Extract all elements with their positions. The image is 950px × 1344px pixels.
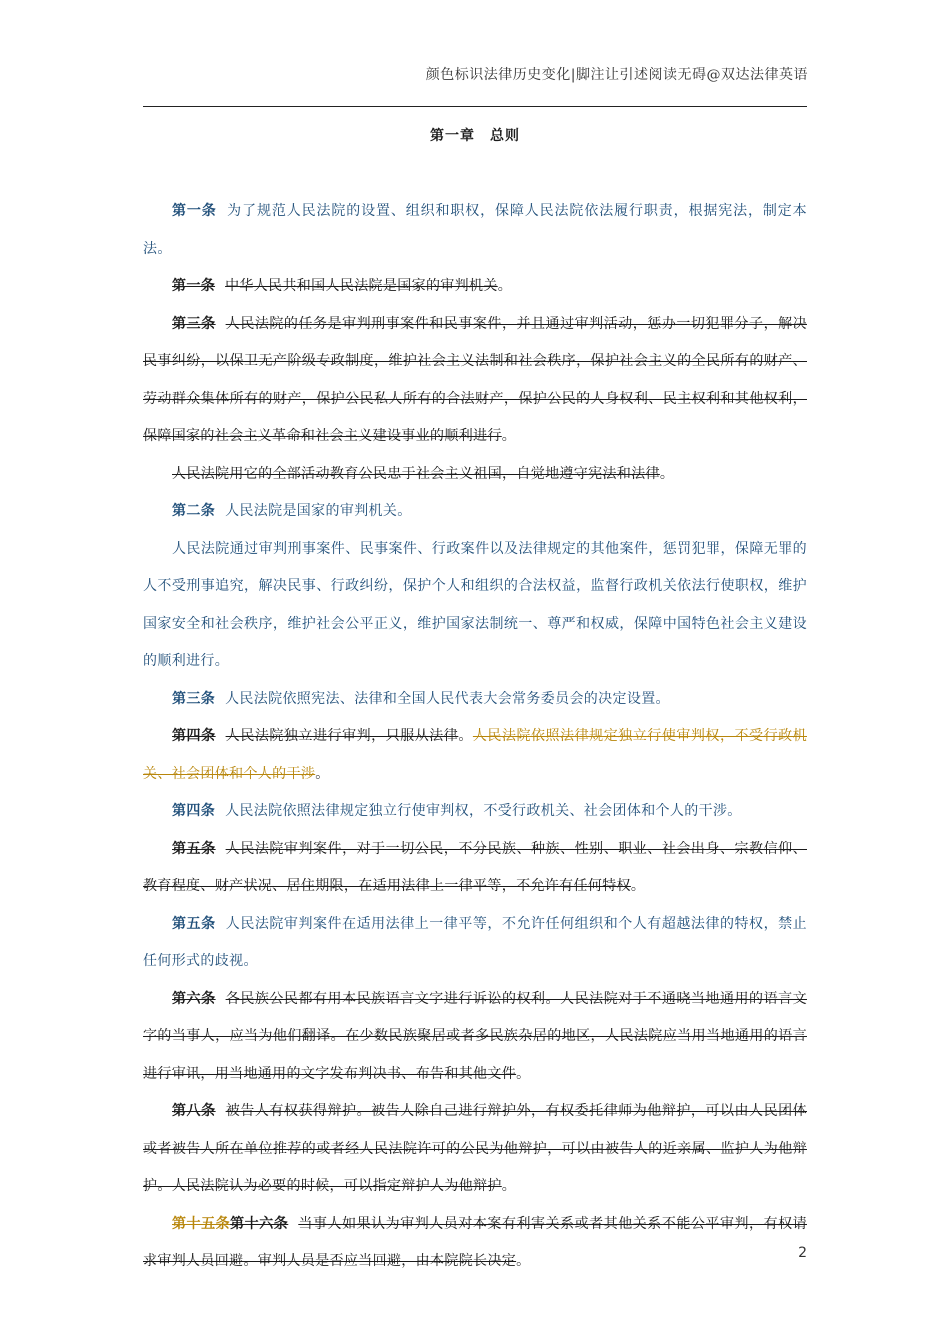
page-number: 2	[798, 1245, 807, 1261]
page-header: 颜色标识法律历史变化|脚注让引述阅读无碍@双达法律英语	[425, 67, 808, 83]
article-1-current: 第一条 为了规范人民法院的设置、组织和职权，保障人民法院依法履行职责，根据宪法，制定本法。	[143, 203, 807, 257]
article-8-deleted: 第八条 被告人有权获得辩护。被告人除自己进行辩护外，有权委托律师为他辩护，可以由人民团体或者被告人所在单位推荐的或者经人民法院许可的公民为他辩护，可以由被告人的近亲属、监护人为他辩护。人民法院认为必要的时候，可以指定辩护人为他辩护。	[143, 1103, 807, 1194]
header-rule	[143, 106, 807, 107]
article-15-moved-number: 第十五条	[172, 1215, 231, 1232]
article-3-para2-deleted: 人民法院用它的全部活动教育公民忠于社会主义祖国，自觉地遵守宪法和法律。	[172, 465, 675, 482]
article-3-current: 第三条 人民法院依照宪法、法律和全国人民代表大会常务委员会的决定设置。	[172, 690, 670, 707]
chapter-title: 第一章 总则	[430, 128, 520, 144]
article-4-current: 第四条 人民法院依照法律规定独立行使审判权，不受行政机关、社会团体和个人的干涉。	[172, 803, 742, 819]
article-6-deleted: 第六条 各民族公民都有用本民族语言文字进行诉讼的权利。人民法院对于不通晓当地通用的语言文字的当事人，应当为他们翻译。在少数民族聚居或者多民族杂居的地区，人民法院应当用当地通用的语言进行审讯，用当地通用的文字发布判决书、布告和其他文件。	[143, 990, 807, 1082]
article-4-deleted: 第四条 人民法院独立进行审判，只服从法律。人民法院依照法律规定独立行使审判权，不受行政机关、社会团体和个人的干涉。	[143, 728, 807, 782]
article-3-deleted: 第三条 人民法院的任务是审判刑事案件和民事案件，并且通过审判活动，惩办一切犯罪分子，解决民事纠纷，以保卫无产阶级专政制度，维护社会主义法制和社会秩序，保护社会主义的全民所有的财产、劳动群众集体所有的财产，保护公民私人所有的合法财产，保护公民的人身权利、民主权利和其他权利，保障国家的社会主义革命和社会主义建设事业的顺利进行。	[143, 315, 807, 444]
article-16-deleted: 第十五条第十六条 当事人如果认为审判人员对本案有利害关系或者其他关系不能公平审判，有权请求审判人员回避。审判人员是否应当回避，由本院院长决定。	[143, 1215, 807, 1269]
article-1-deleted: 第一条 中华人民共和国人民法院是国家的审判机关。	[172, 278, 513, 294]
article-5-current: 第五条 人民法院审判案件在适用法律上一律平等，不允许任何组织和个人有超越法律的特权，禁止任何形式的歧视。	[143, 915, 807, 969]
article-2-current: 第二条 人民法院是国家的审判机关。	[172, 503, 412, 519]
document-body	[143, 193, 807, 1281]
article-5-deleted: 第五条 人民法院审判案件，对于一切公民，不分民族、种族、性别、职业、社会出身、宗教信仰、教育程度、财产状况、居住期限，在适用法律上一律平等，不允许有任何特权。	[143, 840, 807, 894]
article-4-moved-text: 人民法院依照法律规定独立行使审判权，不受行政机关、社会团体和个人的干涉	[143, 728, 807, 782]
article-2-para2-current: 人民法院通过审判刑事案件、民事案件、行政案件以及法律规定的其他案件，惩罚犯罪，保障无罪的人不受刑事追究，解决民事、行政纠纷，保护个人和组织的合法权益，监督行政机关依法行使职权，维护国家安全和社会秩序，维护社会公平正义，维护国家法制统一、尊严和权威，保障中国特色社会主义建设的顺利进行。	[143, 540, 807, 669]
